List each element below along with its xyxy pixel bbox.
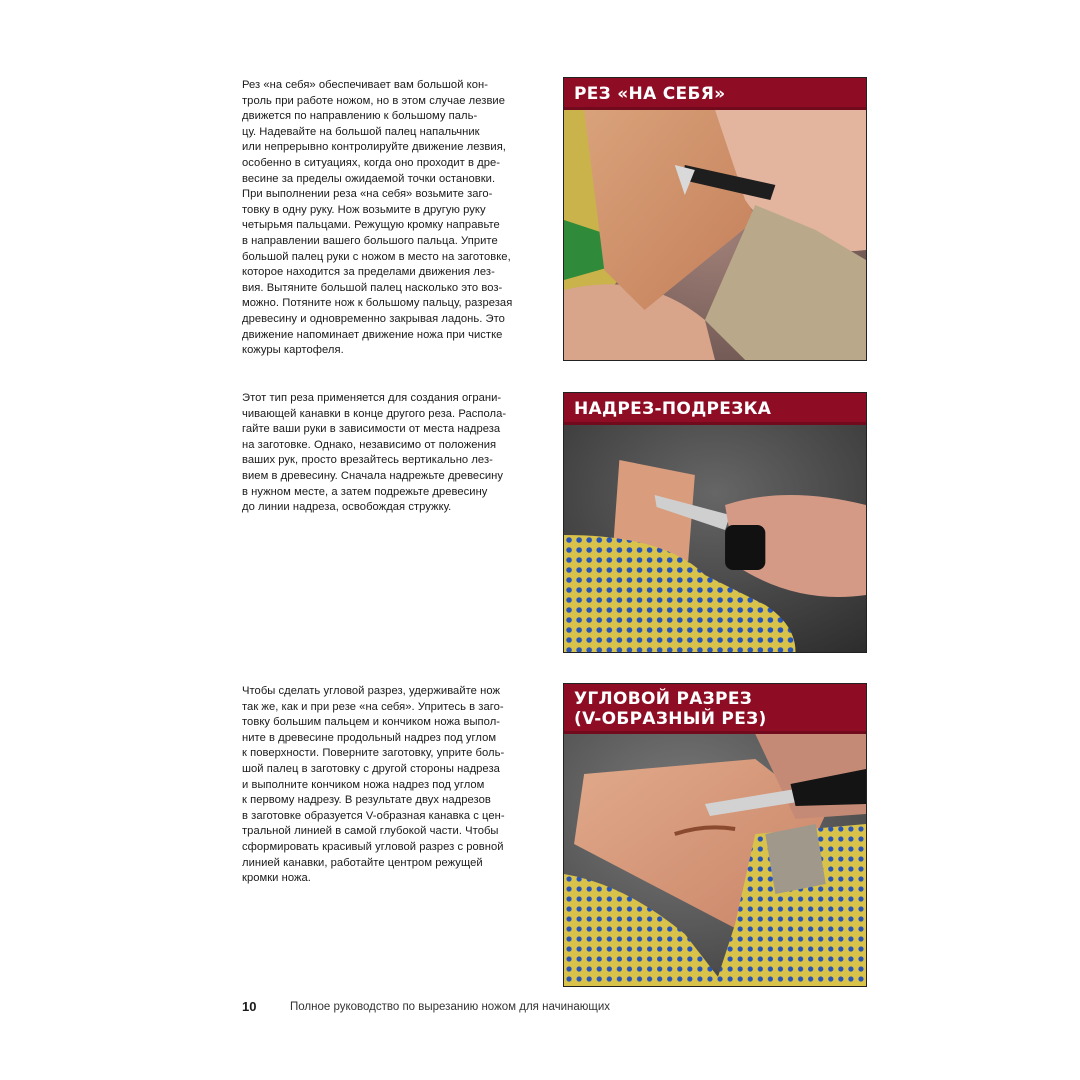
section-title-line: РЕЗ «НА СЕБЯ» <box>574 84 726 104</box>
text-line: и выполните кончиком ножа надрез под углом <box>242 778 485 791</box>
text-line: весине за пределы ожидаемой точки остановки. <box>242 172 496 185</box>
text-line: линией канавки, работайте центром режущей <box>242 856 483 869</box>
text-line: в нужном месте, а затем подрежьте древесину <box>242 485 488 498</box>
text-line: к первому надрезу. В результате двух надрезов <box>242 794 491 807</box>
paragraph-pull-cut <box>242 78 542 359</box>
text-line: четырьмя пальцами. Режущую кромку направьте <box>242 219 500 232</box>
panel-pull-cut <box>563 77 867 361</box>
book-title: Полное руководство по вырезанию ножом для начинающих <box>290 1001 611 1013</box>
text-line: которое находится за пределами движения лез- <box>242 266 495 279</box>
text-line: вием в древесину. Сначала надрежьте древесину <box>242 469 504 482</box>
text-line: на заготовке. Однако, независимо от положения <box>242 438 497 451</box>
section-title <box>564 684 866 734</box>
text-line: движется по направлению к большому паль- <box>242 110 478 123</box>
text-line: товку в одну руку. Нож возьмите в другую руку <box>242 203 486 216</box>
section-title-line: (V-ОБРАЗНЫЙ РЕЗ) <box>574 709 767 729</box>
text-line: до линии надреза, освобождая стружку. <box>242 501 452 514</box>
text-line: особенно в ситуациях, когда оно проходит в дре- <box>242 156 501 169</box>
text-line: в направлении вашего большого пальца. Уприте <box>242 234 498 247</box>
text-line: древесину и одновременно закрывая ладонь. Это <box>242 312 505 325</box>
text-line: цу. Надевайте на большой палец напальчник <box>242 125 480 138</box>
text-line: Рез «на себя» обеспечивает вам большой кон- <box>242 79 489 91</box>
photo-v-cut <box>564 734 866 986</box>
text-line: ваших рук, просто врезайтесь вертикально лез- <box>242 454 493 467</box>
text-line: гайте ваши руки в зависимости от места надреза <box>242 423 501 436</box>
paragraph-v-cut <box>242 684 542 887</box>
section-title-line: НАДРЕЗ-ПОДРЕЗКА <box>574 399 772 419</box>
text-line: к поверхности. Поверните заготовку, уприте боль- <box>242 747 505 760</box>
section-title-line: УГЛОВОЙ РАЗРЕЗ <box>574 689 753 709</box>
panel-v-cut <box>563 683 867 987</box>
photo-stop-cut <box>564 425 866 652</box>
text-line: тральной линией в самой глубокой части. Чтобы <box>242 825 499 838</box>
text-line: кромки ножа. <box>242 872 311 885</box>
page-number: 10 <box>242 999 257 1014</box>
section-title <box>564 78 866 110</box>
text-line: кожуры картофеля. <box>242 344 344 357</box>
text-line: вия. Вытяните большой палец насколько это воз- <box>242 281 503 294</box>
text-line: в заготовке образуется V-образная канавка с цен- <box>242 809 505 822</box>
text-line: Этот тип реза применяется для создания ограни- <box>242 392 502 404</box>
text-line: ните в древесине продольный надрез под углом <box>242 731 497 744</box>
text-line: чивающей канавки в конце другого реза. Распола- <box>242 407 507 420</box>
section-title <box>564 393 866 425</box>
text-line: При выполнении реза «на себя» возьмите заго- <box>242 188 493 201</box>
text-line: большой палец руки с ножом в место на заготовке, <box>242 250 511 263</box>
text-line: так же, как и при резе «на себя». Упритесь в заго- <box>242 700 504 713</box>
text-line: или непрерывно контролируйте движение лезвия, <box>242 141 506 154</box>
text-line: движение напоминает движение ножа при чистке <box>242 328 503 341</box>
panel-stop-cut <box>563 392 867 653</box>
text-line: сформировать красивый угловой разрез с ровной <box>242 840 504 853</box>
text-line: шой палец в заготовку с другой стороны надреза <box>242 762 500 775</box>
text-line: Чтобы сделать угловой разрез, удерживайте нож <box>242 685 501 697</box>
text-line: товку большим пальцем и кончиком ножа выпол- <box>242 716 501 729</box>
text-line: троль при работе ножом, но в этом случае лезвие <box>242 94 506 107</box>
paragraph-stop-cut <box>242 391 542 516</box>
photo-pull-cut <box>564 110 866 360</box>
text-line: можно. Потяните нож к большому пальцу, разрезая <box>242 297 513 310</box>
